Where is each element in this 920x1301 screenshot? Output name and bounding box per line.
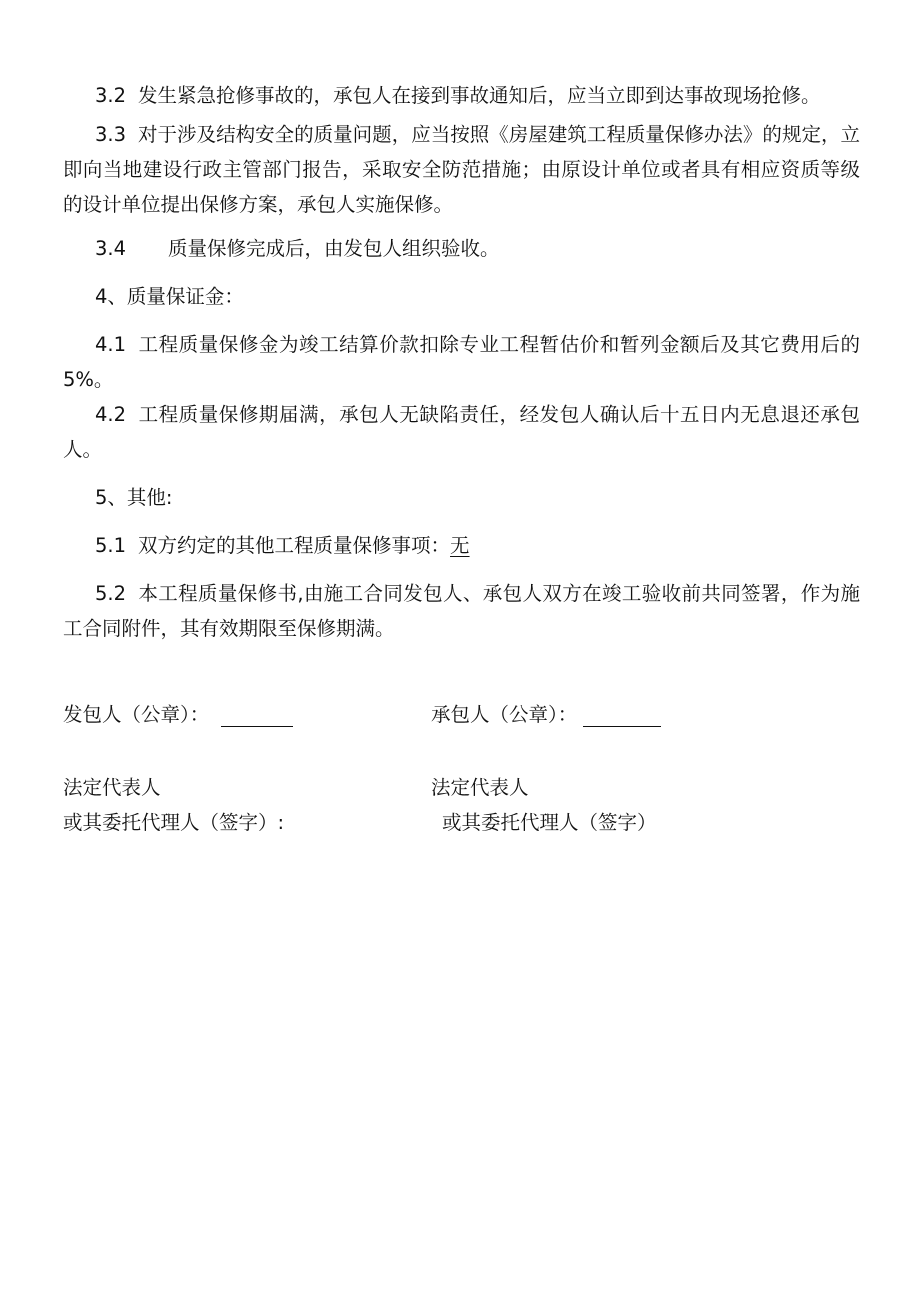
clause-value: 无 — [450, 534, 470, 557]
contractor-seal-blank[interactable] — [583, 704, 661, 727]
clause-4-1 — [63, 327, 860, 397]
contractor-representative: 法定代表人 — [431, 776, 529, 799]
employer-seal — [63, 697, 293, 732]
clause-text: 工程质量保修期届满，承包人无缺陷责任，经发包人确认后十五日内无息退还承包人。 — [63, 403, 860, 461]
clause-text: 本工程质量保修书,由施工合同发包人、承包人双方在竣工验收前共同签署，作为施工合同附件，其有效期限至保修期满。 — [63, 582, 860, 640]
clause-text: 发生紧急抢修事故的，承包人在接到事故通知后，应当立即到达事故现场抢修。 — [138, 84, 821, 107]
section-4-heading: 4、质量保证金： — [95, 285, 244, 308]
employer-representative: 法定代表人 — [63, 776, 161, 799]
employer-seal-label: 发包人（公章）： — [63, 703, 210, 726]
clause-text: 双方约定的其他工程质量保修事项： — [138, 534, 451, 557]
clause-5-1 — [63, 528, 860, 563]
clause-number: 4.2 — [95, 403, 127, 426]
agent-row — [63, 805, 860, 840]
clause-number: 4.1 — [95, 333, 127, 356]
seal-row — [63, 697, 860, 732]
clause-number: 3.2 — [95, 84, 127, 107]
contractor-seal — [431, 697, 661, 732]
representative-row — [63, 770, 860, 805]
clause-text: 对于涉及结构安全的质量问题，应当按照《房屋建筑工程质量保修办法》的规定，立即向当地建设行政主管部门报告，采取安全防范措施；由原设计单位或者具有相应资质等级的设计单位提出保修方案，承包人实施保修。 — [63, 123, 860, 216]
clause-5-2 — [63, 576, 860, 646]
employer-agent: 或其委托代理人（签字）: — [63, 811, 285, 834]
clause-3-2 — [63, 78, 860, 113]
clause-body — [63, 78, 860, 646]
clause-3-3 — [63, 117, 860, 222]
clause-3-4 — [63, 231, 860, 266]
clause-number: 5.1 — [95, 534, 127, 557]
clause-number: 3.4 — [95, 237, 127, 260]
signature-block — [63, 697, 860, 840]
employer-seal-blank[interactable] — [221, 704, 293, 727]
clause-text: 质量保修完成后，由发包人组织验收。 — [168, 237, 500, 260]
contractor-seal-label: 承包人（公章）： — [431, 703, 578, 726]
clause-text: 工程质量保修金为竣工结算价款扣除专业工程暂估价和暂列金额后及其它费用后的5%。 — [63, 333, 860, 391]
clause-number: 3.3 — [95, 123, 127, 146]
clause-4-2 — [63, 397, 860, 467]
section-5-heading: 5、其他: — [95, 486, 173, 509]
clause-number: 5.2 — [95, 582, 127, 605]
contractor-agent: 或其委托代理人（签字） — [442, 811, 657, 834]
